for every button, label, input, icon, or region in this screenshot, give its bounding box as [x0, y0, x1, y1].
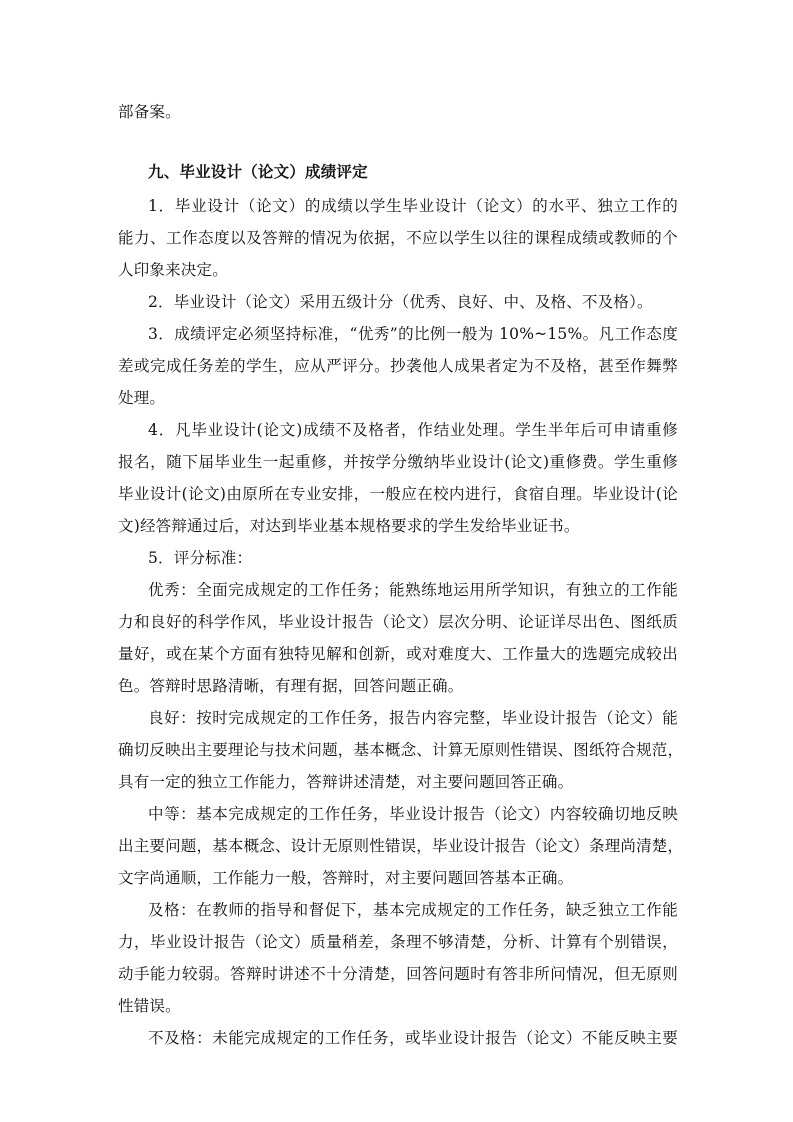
- paragraph-1-line-2: 能力、工作态度以及答辩的情况为依据，不应以学生以往的课程成绩或教师的个: [118, 229, 678, 247]
- paragraph-4-line-3: 毕业设计(论文)由原所在专业安排，一般应在校内进行，食宿自理。毕业设计(论: [118, 485, 678, 503]
- paragraph-4-line-1: 4．凡毕业设计(论文)成绩不及格者，作结业处理。学生半年后可申请重修: [148, 421, 678, 439]
- paragraph-4-line-4: 文)经答辩通过后，对达到毕业基本规格要求的学生发给毕业证书。: [118, 517, 580, 535]
- paragraph-3-line-2: 差或完成任务差的学生，应从严评分。抄袭他人成果者定为不及格，甚至作舞弊: [118, 357, 678, 375]
- grade-excellent-line-4: 色。答辩时思路清晰，有理有据，回答问题正确。: [118, 677, 464, 695]
- grade-excellent-line-1: 优秀：全面完成规定的工作任务；能熟练地运用所学知识，有独立的工作能: [148, 581, 678, 599]
- paragraph-3-line-1: 3．成绩评定必须坚持标准，“优秀”的比例一般为 10%~15%。凡工作态度: [148, 325, 678, 343]
- section-heading: 九、毕业设计（论文）成绩评定: [148, 162, 368, 181]
- grade-pass-line-3: 动手能力较弱。答辩时讲述不十分清楚，回答问题时有答非所问情况，但无原则: [118, 965, 678, 983]
- paragraph-1-line-1: 1．毕业设计（论文）的成绩以学生毕业设计（论文）的水平、独立工作的: [148, 197, 678, 215]
- grade-excellent-line-2: 力和良好的科学作风，毕业设计报告（论文）层次分明、论证详尽出色、图纸质: [118, 613, 678, 631]
- grade-medium-line-2: 出主要问题，基本概念、设计无原则性错误，毕业设计报告（论文）条理尚清楚，: [118, 837, 684, 855]
- continuation-text: 部备案。: [118, 103, 181, 121]
- grade-good-line-2: 确切反映出主要理论与技术问题，基本概念、计算无原则性错误、图纸符合规范，: [118, 741, 684, 759]
- grade-good-line-3: 具有一定的独立工作能力，答辩讲述清楚，对主要问题回答正确。: [118, 773, 574, 791]
- paragraph-1-line-3: 人印象来决定。: [118, 261, 228, 279]
- grade-fail-line-1: 不及格：未能完成规定的工作任务，或毕业设计报告（论文）不能反映主要: [148, 1029, 678, 1047]
- grade-good-line-1: 良好：按时完成规定的工作任务，报告内容完整，毕业设计报告（论文）能: [148, 709, 678, 727]
- grade-medium-line-1: 中等：基本完成规定的工作任务，毕业设计报告（论文）内容较确切地反映: [148, 805, 678, 823]
- grade-medium-line-3: 文字尚通顺，工作能力一般，答辩时，对主要问题回答基本正确。: [118, 869, 574, 887]
- paragraph-5-line-1: 5．评分标准：: [148, 549, 253, 567]
- grade-pass-line-1: 及格：在教师的指导和督促下，基本完成规定的工作任务，缺乏独立工作能: [148, 901, 678, 919]
- paragraph-3-line-3: 处理。: [118, 389, 166, 407]
- paragraph-4-line-2: 报名，随下届毕业生一起重修，并按学分缴纳毕业设计(论文)重修费。学生重修: [118, 453, 678, 471]
- grade-pass-line-4: 性错误。: [118, 997, 181, 1015]
- grade-excellent-line-3: 量好，或在某个方面有独特见解和创新，或对难度大、工作量大的选题完成较出: [118, 645, 678, 663]
- grade-pass-line-2: 力，毕业设计报告（论文）质量稍差，条理不够清楚，分析、计算有个别错误，: [118, 933, 678, 951]
- paragraph-2-line-1: 2．毕业设计（论文）采用五级计分（优秀、良好、中、及格、不及格）。: [148, 293, 653, 311]
